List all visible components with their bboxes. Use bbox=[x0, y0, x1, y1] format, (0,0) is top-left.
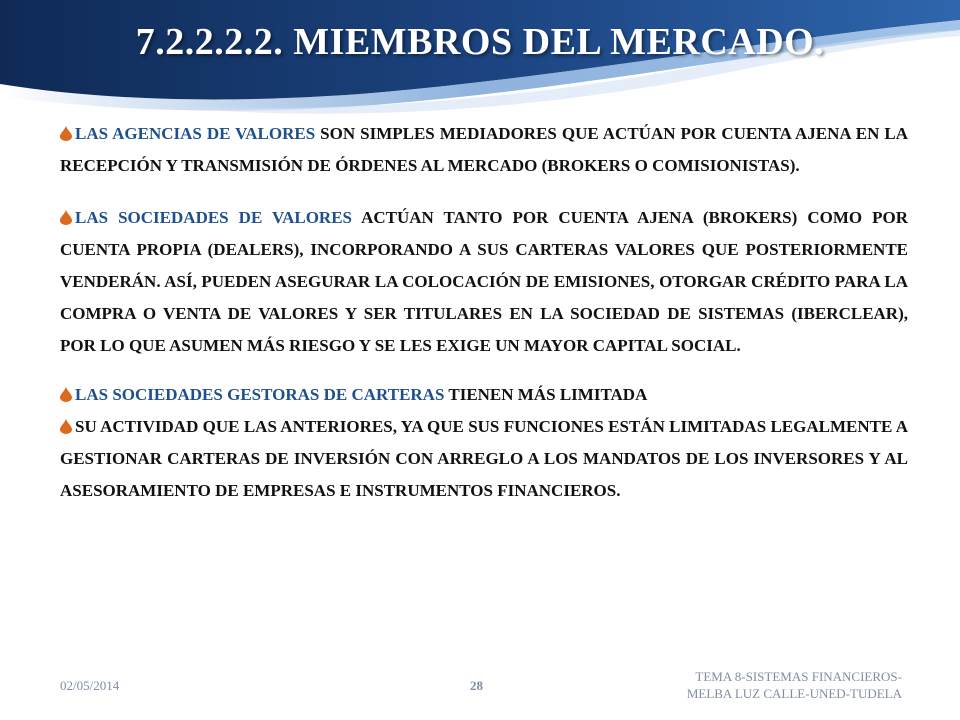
drop-bullet-icon bbox=[60, 202, 74, 234]
footer-date: 02/05/2014 bbox=[60, 678, 120, 693]
paragraph-text: SU ACTIVIDAD QUE LAS ANTERIORES, YA QUE SUS FUNCIONES ESTÁN LIMITADAS LEGALMENTE A GESTIONAR CARTERAS DE INVERSIÓN CON ARREGLO A LOS MANDATOS DE LOS INVERSORES Y AL ASESORAMIENTO DE EMPRESAS E INSTRUMENTOS FINANCIEROS. bbox=[60, 417, 908, 500]
paragraph-agencias bbox=[60, 118, 908, 182]
highlight-term: LAS SOCIEDADES GESTORAS DE CARTERAS bbox=[75, 385, 445, 404]
footer-source-line: MELBA LUZ CALLE-UNED-TUDELA bbox=[686, 686, 902, 701]
footer-page-number: 28 bbox=[470, 678, 483, 693]
highlight-term: LAS AGENCIAS DE VALORES bbox=[75, 124, 316, 143]
paragraph-actividad bbox=[60, 411, 908, 507]
slide-title: 7.2.2.2.2. MIEMBROS DEL MERCADO. bbox=[135, 21, 825, 63]
slide-body bbox=[60, 118, 908, 507]
paragraph-sociedades bbox=[60, 202, 908, 362]
footer-source-line: TEMA 8-SISTEMAS FINANCIEROS- bbox=[695, 669, 902, 684]
drop-bullet-icon bbox=[60, 411, 74, 443]
paragraph-gestoras bbox=[60, 379, 908, 411]
footer-source bbox=[600, 668, 902, 702]
drop-bullet-icon bbox=[60, 379, 74, 411]
paragraph-text: ACTÚAN TANTO POR CUENTA AJENA (BROKERS) COMO POR CUENTA PROPIA (DEALERS), INCORPORANDO A SUS CARTERAS VALORES QUE POSTERIORMENTE VENDERÁN. ASÍ, PUEDEN ASEGURAR LA COLOCACIÓN DE EMISIONES, OTORGAR CRÉDITO PARA LA COMPRA O VENTA DE VALORES Y SER TITULARES EN LA SOCIEDAD DE SISTEMAS (IBERCLEAR), POR LO QUE ASUMEN MÁS RIESGO Y SE LES EXIGE UN MAYOR CAPITAL SOCIAL. bbox=[60, 208, 908, 355]
paragraph-text: TIENEN MÁS LIMITADA bbox=[444, 385, 648, 404]
highlight-term: LAS SOCIEDADES DE VALORES bbox=[75, 208, 353, 227]
paragraph-text: SON SIMPLES MEDIADORES QUE ACTÚAN POR CUENTA AJENA EN LA RECEPCIÓN Y TRANSMISIÓN DE ÓRDENES AL MERCADO (BROKERS O COMISIONISTAS). bbox=[60, 124, 908, 175]
drop-bullet-icon bbox=[60, 118, 74, 150]
